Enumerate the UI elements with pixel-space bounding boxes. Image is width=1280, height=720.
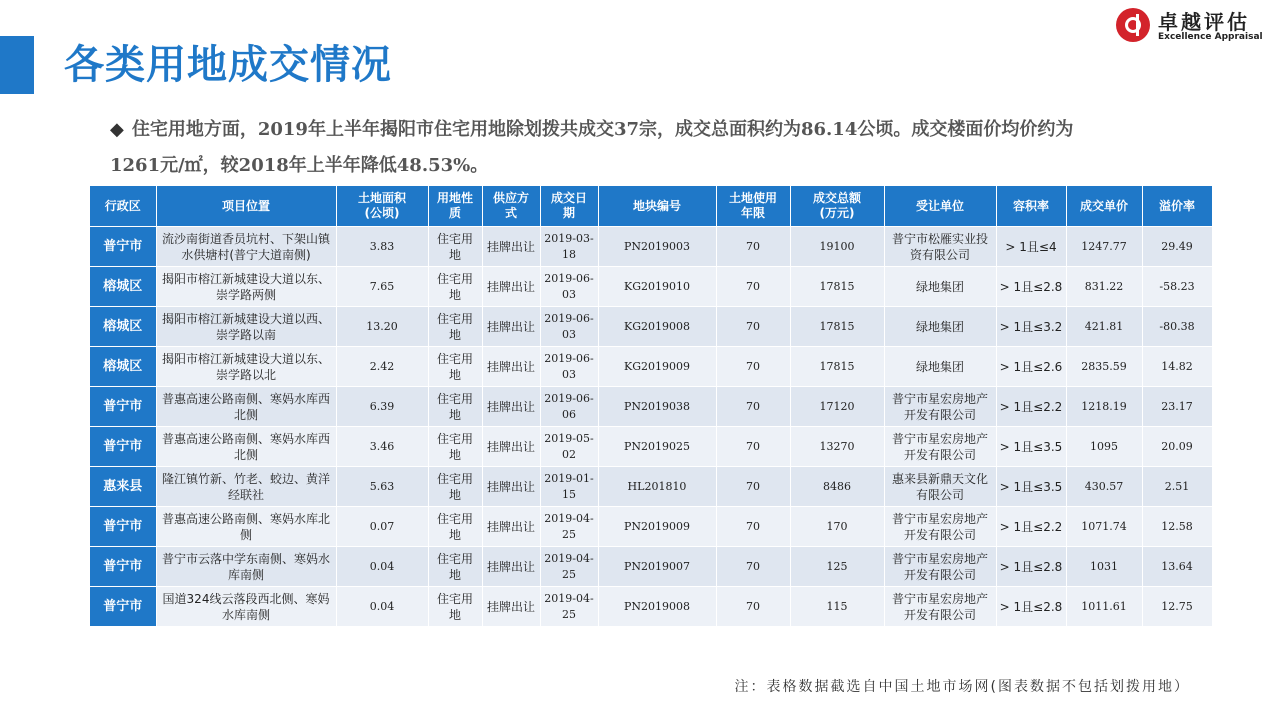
table-cell: 住宅用地 [428,267,482,307]
table-cell: 421.81 [1066,307,1142,347]
table-cell: 普宁市云落中学东南侧、寒妈水库南侧 [156,547,336,587]
table-cell: 0.04 [336,547,428,587]
table-cell: 70 [716,347,790,387]
table-cell: 1095 [1066,427,1142,467]
table-cell: 绿地集团 [884,347,996,387]
table-cell: > 1且≤2.8 [996,587,1066,627]
column-header: 供应方 式 [482,186,540,227]
table-cell: 430.57 [1066,467,1142,507]
company-logo-icon [1116,8,1150,42]
logo-english-name: Excellence Appraisal [1158,32,1263,42]
table-cell: 70 [716,547,790,587]
table-cell: > 1且≤3.5 [996,427,1066,467]
table-cell: 170 [790,507,884,547]
table-cell: > 1且≤3.2 [996,307,1066,347]
table-cell: 13.20 [336,307,428,347]
table-cell: 70 [716,387,790,427]
table-row [90,227,1212,267]
table-cell: 70 [716,427,790,467]
table-cell: 普惠高速公路南侧、寒妈水库西北侧 [156,427,336,467]
table-cell: 70 [716,467,790,507]
table-cell: > 1且≤2.6 [996,347,1066,387]
table-cell: 12.75 [1142,587,1212,627]
table-cell: 13270 [790,427,884,467]
table-cell: 831.22 [1066,267,1142,307]
table-cell: 住宅用地 [428,347,482,387]
table-cell: PN2019025 [598,427,716,467]
table-cell: KG2019008 [598,307,716,347]
column-header: 土地使用 年限 [716,186,790,227]
table-cell: PN2019008 [598,587,716,627]
table-cell: 2019-01-15 [540,467,598,507]
table-cell: 住宅用地 [428,587,482,627]
table-cell: 揭阳市榕江新城建设大道以西、崇学路以南 [156,307,336,347]
table-cell: 2019-04-25 [540,587,598,627]
intro-line-1: 住宅用地方面，2019年上半年揭阳市住宅用地除划拨共成交37宗，成交总面积约为86.14公顷。成交楼面价均价约为 [131,119,1074,140]
table-cell: 住宅用地 [428,427,482,467]
table-cell: PN2019003 [598,227,716,267]
table-cell: 住宅用地 [428,387,482,427]
table-cell: -58.23 [1142,267,1212,307]
table-cell: > 1且≤2.2 [996,507,1066,547]
table-cell: 23.17 [1142,387,1212,427]
table-cell: 20.09 [1142,427,1212,467]
table-cell: 挂牌出让 [482,307,540,347]
table-cell: 2019-04-25 [540,507,598,547]
table-cell: 70 [716,227,790,267]
table-cell: 住宅用地 [428,507,482,547]
table-cell: PN2019009 [598,507,716,547]
table-cell: 挂牌出让 [482,467,540,507]
table-cell: 2019-04-25 [540,547,598,587]
table-cell: 普惠高速公路南侧、寒妈水库西北侧 [156,387,336,427]
table-cell: 普宁市星宏房地产开发有限公司 [884,507,996,547]
table-cell: 住宅用地 [428,467,482,507]
table-cell: 1247.77 [1066,227,1142,267]
table-cell: 6.39 [336,387,428,427]
table-cell: 国道324线云落段西北侧、寒妈水库南侧 [156,587,336,627]
column-header: 溢价率 [1142,186,1212,227]
district-cell: 榕城区 [90,307,156,347]
table-cell: > 1且≤2.8 [996,267,1066,307]
table-cell: 绿地集团 [884,267,996,307]
table-cell: 住宅用地 [428,227,482,267]
district-cell: 普宁市 [90,227,156,267]
district-cell: 普宁市 [90,427,156,467]
table-cell: 2019-05-02 [540,427,598,467]
table-cell: 1011.61 [1066,587,1142,627]
table-cell: 2019-06-06 [540,387,598,427]
table-cell: 挂牌出让 [482,427,540,467]
table-cell: 2835.59 [1066,347,1142,387]
column-header: 项目位置 [156,186,336,227]
table-cell: > 1且≤4 [996,227,1066,267]
table-cell: 70 [716,307,790,347]
table-row [90,507,1212,547]
column-header: 行政区 [90,186,156,227]
table-cell: 挂牌出让 [482,587,540,627]
table-cell: 挂牌出让 [482,387,540,427]
table-cell: 29.49 [1142,227,1212,267]
table-cell: 19100 [790,227,884,267]
table-cell: 0.07 [336,507,428,547]
table-row [90,267,1212,307]
table-cell: 普惠高速公路南侧、寒妈水库北侧 [156,507,336,547]
table-cell: 17815 [790,307,884,347]
table-row [90,547,1212,587]
table-header-row [90,186,1212,227]
district-cell: 普宁市 [90,387,156,427]
company-logo [1116,6,1266,46]
table-cell: 隆江镇竹新、竹老、蛟边、黄洋经联社 [156,467,336,507]
diamond-bullet-icon: ◆ [110,119,124,140]
table-cell: 挂牌出让 [482,547,540,587]
table-cell: 2019-06-03 [540,307,598,347]
table-cell: 14.82 [1142,347,1212,387]
table-row [90,307,1212,347]
table-cell: 普宁市星宏房地产开发有限公司 [884,427,996,467]
table-cell: 绿地集团 [884,307,996,347]
table-cell: 揭阳市榕江新城建设大道以东、崇学路以北 [156,347,336,387]
table-cell: 17120 [790,387,884,427]
table-cell: 17815 [790,347,884,387]
table-body [90,227,1212,627]
table-cell: 2019-06-03 [540,347,598,387]
column-header: 成交单价 [1066,186,1142,227]
table-row [90,427,1212,467]
table-row [90,347,1212,387]
table-cell: 13.64 [1142,547,1212,587]
district-cell: 普宁市 [90,507,156,547]
title-accent-bar [0,36,34,94]
logo-chinese-name: 卓越评估 [1158,10,1250,34]
table-cell: 普宁市松雁实业投资有限公司 [884,227,996,267]
table-cell: 惠来县新鼎天文化有限公司 [884,467,996,507]
column-header: 成交总额 (万元) [790,186,884,227]
table-cell: 普宁市星宏房地产开发有限公司 [884,547,996,587]
table-cell: 17815 [790,267,884,307]
table-cell: > 1且≤2.2 [996,387,1066,427]
table-cell: 2019-03-18 [540,227,598,267]
district-cell: 普宁市 [90,587,156,627]
column-header: 地块编号 [598,186,716,227]
table-row [90,587,1212,627]
table-cell: 挂牌出让 [482,227,540,267]
table-cell: 7.65 [336,267,428,307]
table-cell: > 1且≤2.8 [996,547,1066,587]
column-header: 容积率 [996,186,1066,227]
table-cell: 挂牌出让 [482,507,540,547]
table-cell: 70 [716,267,790,307]
table-cell: 70 [716,507,790,547]
table-cell: 2.51 [1142,467,1212,507]
table-cell: 住宅用地 [428,307,482,347]
table-cell: 3.46 [336,427,428,467]
table-cell: 住宅用地 [428,547,482,587]
table-cell: 流沙南街道香员坑村、下架山镇水供塘村(普宁大道南侧) [156,227,336,267]
intro-line-2: 1261元/㎡，较2018年上半年降低48.53%。 [110,155,489,176]
district-cell: 普宁市 [90,547,156,587]
table-row [90,467,1212,507]
district-cell: 惠来县 [90,467,156,507]
district-cell: 榕城区 [90,267,156,307]
table-cell: PN2019038 [598,387,716,427]
table-cell: KG2019010 [598,267,716,307]
district-cell: 榕城区 [90,347,156,387]
table-cell: 8486 [790,467,884,507]
column-header: 受让单位 [884,186,996,227]
table-cell: 挂牌出让 [482,267,540,307]
land-transaction-table [90,186,1213,626]
table-cell: 1218.19 [1066,387,1142,427]
table-cell: 125 [790,547,884,587]
table-cell: 70 [716,587,790,627]
table-cell: 1071.74 [1066,507,1142,547]
column-header: 成交日 期 [540,186,598,227]
page-title: 各类用地成交情况 [64,42,392,88]
intro-paragraph [110,112,1220,184]
table-cell: 挂牌出让 [482,347,540,387]
table-cell: 3.83 [336,227,428,267]
table-cell: 5.63 [336,467,428,507]
table-cell: 普宁市星宏房地产开发有限公司 [884,587,996,627]
table-cell: 12.58 [1142,507,1212,547]
table-cell: KG2019009 [598,347,716,387]
table-cell: 普宁市星宏房地产开发有限公司 [884,387,996,427]
table-row [90,387,1212,427]
table-cell: 2019-06-03 [540,267,598,307]
table-cell: -80.38 [1142,307,1212,347]
table-cell: 115 [790,587,884,627]
column-header: 土地面积 (公顷) [336,186,428,227]
table-cell: HL201810 [598,467,716,507]
table-cell: > 1且≤3.5 [996,467,1066,507]
table-cell: 0.04 [336,587,428,627]
table-cell: 2.42 [336,347,428,387]
source-note: 注：表格数据截选自中国土地市场网(图表数据不包括划拨用地） [734,679,1190,695]
table-cell: 1031 [1066,547,1142,587]
table-cell: PN2019007 [598,547,716,587]
table-cell: 揭阳市榕江新城建设大道以东、崇学路两侧 [156,267,336,307]
column-header: 用地性 质 [428,186,482,227]
